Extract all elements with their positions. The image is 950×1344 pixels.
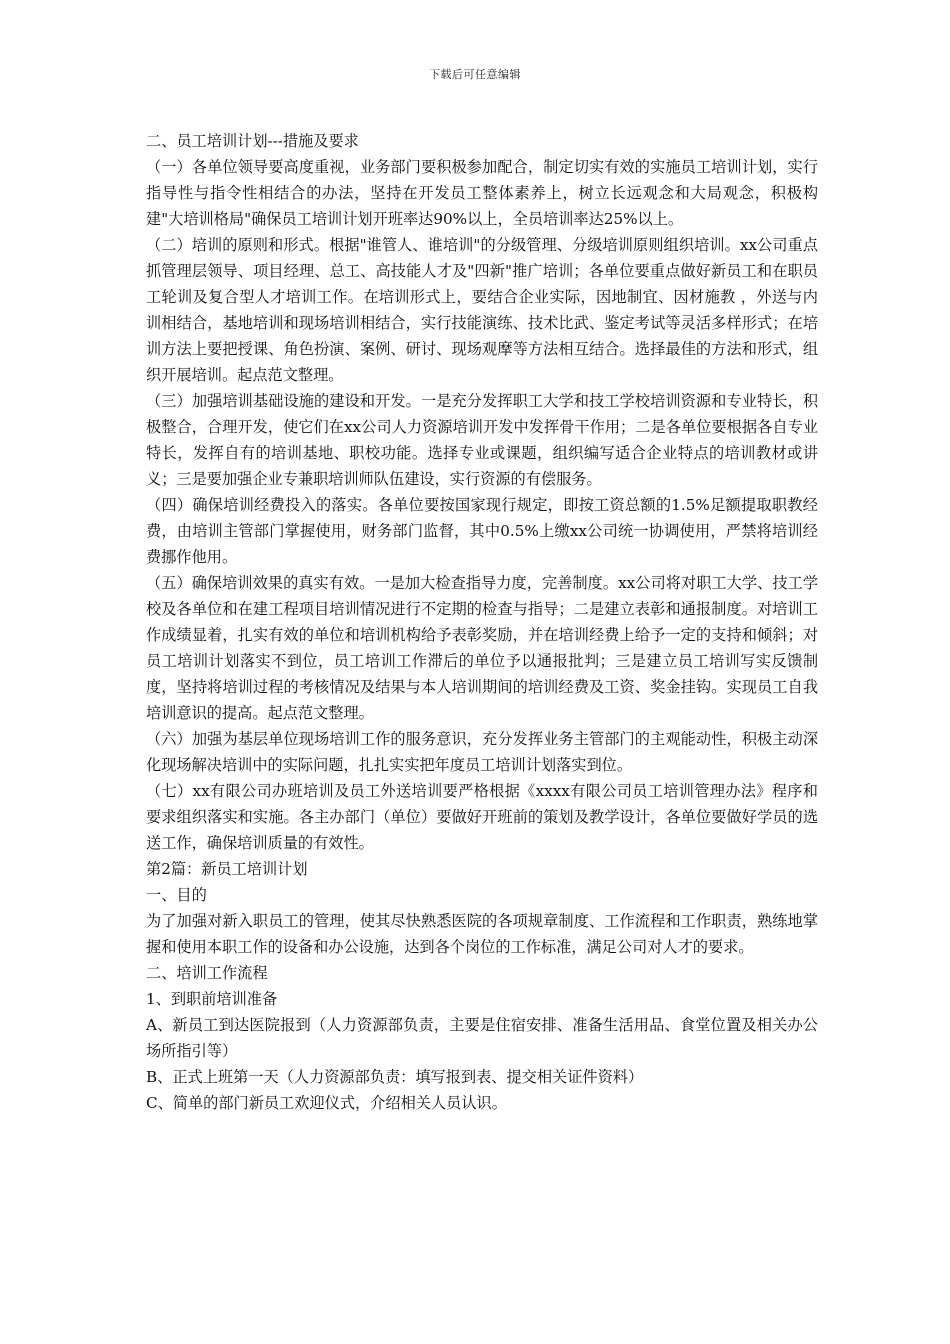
section-heading: 二、培训工作流程: [146, 964, 268, 982]
paragraph: （四）确保培训经费投入的落实。各单位要按国家现行规定，即按工资总额的1.5%足额提取职教经费，由培训主管部门掌握使用，财务部门监督，其中0.5%上缴xx公司统一协调使用，严禁将培训经费挪作他用。: [146, 496, 818, 566]
paragraph: （一）各单位领导要高度重视，业务部门要积极参加配合，制定切实有效的实施员工培训计划，实行指导性与指令性相结合的办法，坚持在开发员工整体素养上，树立长远观念和大局观念，积极构建"大培训格局"确保员工培训计划开班率达90%以上，全员培训率达25%以上。: [146, 158, 818, 228]
page-header-note: 下载后可任意编辑: [429, 68, 521, 81]
paragraph: 为了加强对新入职员工的管理，使其尽快熟悉医院的各项规章制度、工作流程和工作职责，熟练地掌握和使用本职工作的设备和办公设施，达到各个岗位的工作标准，满足公司对人才的要求。: [146, 912, 818, 956]
subsection-heading: 1、到职前培训准备: [146, 990, 278, 1008]
chapter-title: 第2篇：新员工培训计划: [146, 860, 308, 878]
section-heading: 二、员工培训计划---措施及要求: [146, 132, 359, 150]
paragraph: （五）确保培训效果的真实有效。一是加大检查指导力度，完善制度。xx公司将对职工大学、技工学校及各单位和在建工程项目培训情况进行不定期的检查与指导；二是建立表彰和通报制度。对培训工作成绩显着，扎实有效的单位和培训机构给予表彰奖励，并在培训经费上给予一定的支持和倾斜；对员工培训计划落实不到位，员工培训工作滞后的单位予以通报批判；三是建立员工培训写实反馈制度，坚持将培训过程的考核情况及结果与本人培训期间的培训经费及工资、奖金挂钩。实现员工自我培训意识的提高。起点范文整理。: [146, 574, 818, 722]
paragraph: （三）加强培训基础设施的建设和开发。一是充分发挥职工大学和技工学校培训资源和专业特长，积极整合，合理开发，使它们在xx公司人力资源培训开发中发挥骨干作用；二是各单位要根据各自专业特长，发挥自有的培训基地、职校功能。选择专业或课题，组织编写适合企业特点的培训教材或讲义；三是要加强企业专兼职培训师队伍建设，实行资源的有偿服务。: [146, 392, 818, 488]
section-heading: 一、目的: [146, 886, 207, 904]
paragraph: （六）加强为基层单位现场培训工作的服务意识，充分发挥业务主管部门的主观能动性，积极主动深化现场解决培训中的实际问题，扎扎实实把年度员工培训计划落实到位。: [146, 730, 818, 774]
list-item: B、正式上班第一天（人力资源部负责：填写报到表、提交相关证件资料）: [146, 1068, 644, 1086]
document-body: [146, 128, 818, 1116]
paragraph: （七）xx有限公司办班培训及员工外送培训要严格根据《xxxx有限公司员工培训管理办法》程序和要求组织落实和实施。各主办部门（单位）要做好开班前的策划及教学设计，各单位要做好学员的选送工作，确保培训质量的有效性。: [146, 782, 818, 852]
paragraph: （二）培训的原则和形式。根据"谁管人、谁培训"的分级管理、分级培训原则组织培训。xx公司重点抓管理层领导、项目经理、总工、高技能人才及"四新"推广培训；各单位要重点做好新员工和在职员工轮训及复合型人才培训工作。在培训形式上，要结合企业实际，因地制宜、因材施教 ，外送与内训相结合，基地培训和现场培训相结合，实行技能演练、技术比武、鉴定考试等灵活多样形式；在培训方法上要把授课、角色扮演、案例、研讨、现场观摩等方法相互结合。选择最佳的方法和形式，组织开展培训。起点范文整理。: [146, 236, 818, 384]
list-item: A、新员工到达医院报到（人力资源部负责，主要是住宿安排、准备生活用品、食堂位置及相关办公场所指引等）: [146, 1016, 818, 1060]
list-item: C、简单的部门新员工欢迎仪式，介绍相关人员认识。: [146, 1094, 507, 1112]
